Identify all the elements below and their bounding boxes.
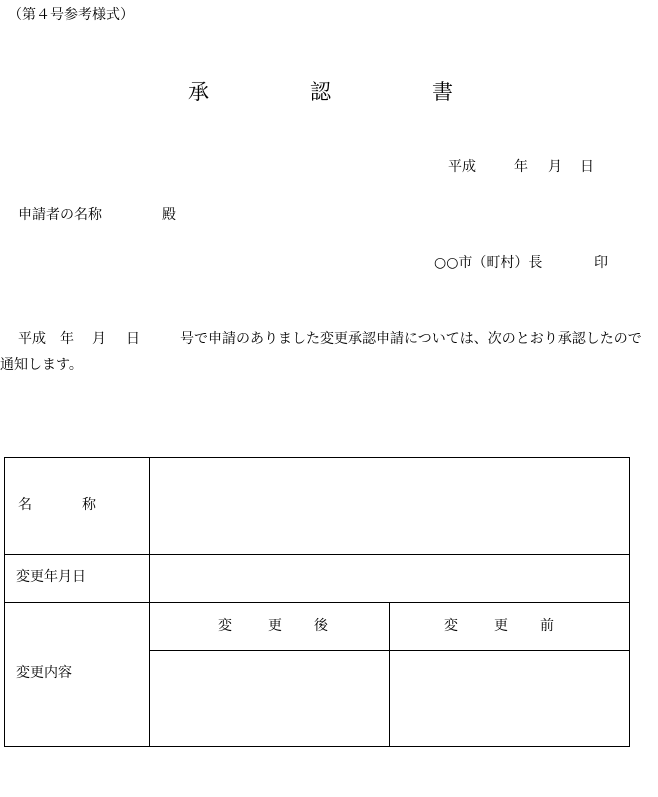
name-label: 称 xyxy=(82,497,96,513)
title-char: 書 xyxy=(432,80,453,104)
title-char: 認 xyxy=(310,80,331,104)
change-date-field[interactable] xyxy=(150,555,629,602)
seal-mark: 印 xyxy=(594,255,608,271)
body-paragraph xyxy=(0,326,652,378)
form-number: （第４号参考様式） xyxy=(8,7,134,23)
body-text: 号で申請のありました変更承認申請については、次のとおり承認したので通知します。 xyxy=(0,331,642,373)
body-year: 年 xyxy=(60,331,74,347)
applicant-name-label: 申請者の名称 xyxy=(18,207,102,223)
approval-table xyxy=(4,457,630,747)
after-change-field[interactable] xyxy=(150,651,389,746)
issuer-name: ○○市（町村）長 xyxy=(434,255,543,271)
body-day: 日 xyxy=(126,331,140,347)
date-era: 平成 xyxy=(448,159,476,175)
date-year: 年 xyxy=(514,159,528,175)
before-change-header: 変 xyxy=(444,618,458,634)
name-label: 名 xyxy=(18,497,32,513)
before-change-header: 前 xyxy=(540,618,554,634)
before-change-header: 更 xyxy=(494,618,508,634)
after-change-header: 後 xyxy=(314,618,328,634)
change-content-label: 変更内容 xyxy=(16,665,72,681)
body-era: 平成 xyxy=(18,331,46,347)
name-field[interactable] xyxy=(150,458,629,554)
change-date-label: 変更年月日 xyxy=(16,569,86,585)
before-change-field[interactable] xyxy=(390,651,629,746)
title-char: 承 xyxy=(188,80,209,104)
body-month: 月 xyxy=(92,331,106,347)
date-month: 月 xyxy=(548,159,562,175)
applicant-honorific: 殿 xyxy=(162,207,176,223)
date-day: 日 xyxy=(580,159,594,175)
after-change-header: 変 xyxy=(218,618,232,634)
after-change-header: 更 xyxy=(268,618,282,634)
